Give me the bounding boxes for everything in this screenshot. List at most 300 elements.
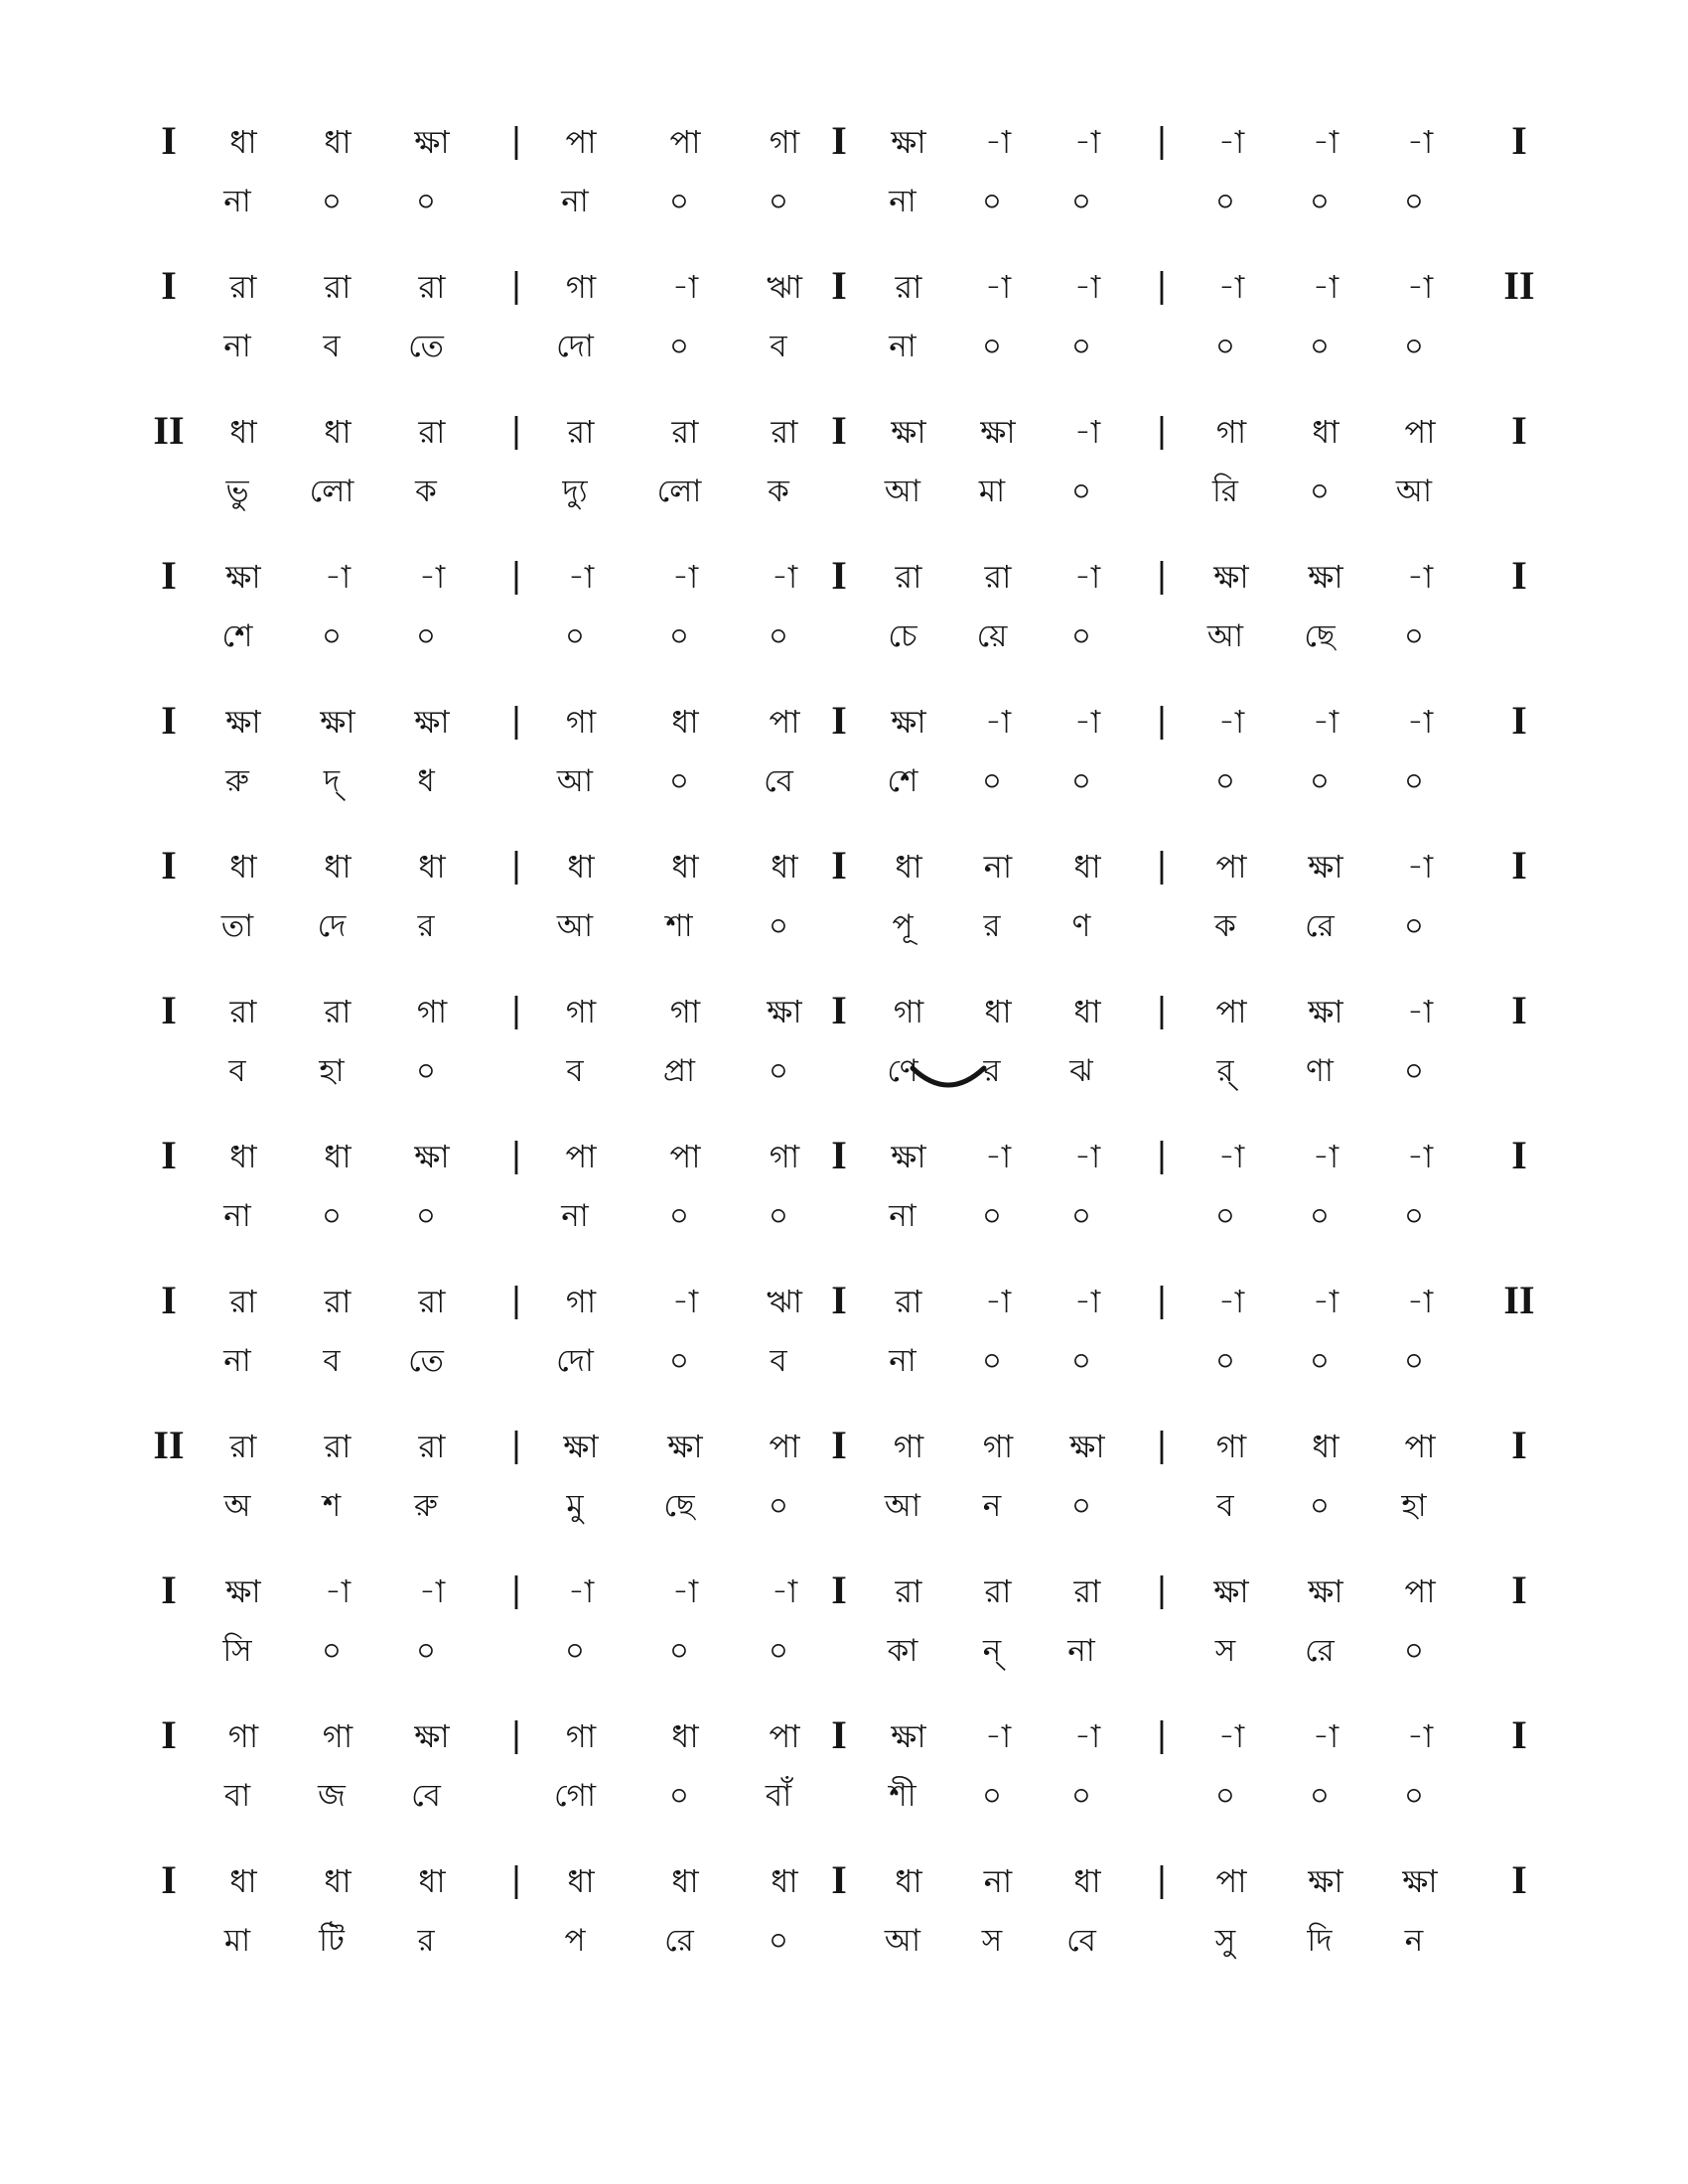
lyric-syllable: শা xyxy=(665,908,693,944)
beat-divider: | xyxy=(1156,411,1168,451)
lyric-syllable: প xyxy=(564,1923,586,1959)
lyric-syllable: ০ xyxy=(668,618,690,654)
bar-line: I xyxy=(831,843,847,887)
notation-system xyxy=(0,697,1688,826)
lyric-syllable: তে xyxy=(408,1343,444,1379)
swara-note: ক্ষা xyxy=(891,123,926,161)
lyric-syllable: র xyxy=(417,1923,435,1959)
lyric-syllable: ০ xyxy=(1403,1343,1425,1379)
lyric-syllable: দে xyxy=(317,908,347,944)
lyric-syllable: ০ xyxy=(768,1633,789,1669)
lyric-syllable: ০ xyxy=(981,1198,1003,1234)
lyric-syllable: বে xyxy=(1066,1923,1096,1959)
lyric-syllable: শী xyxy=(889,1778,916,1814)
swara-note: গা xyxy=(893,993,924,1030)
beat-divider: | xyxy=(510,1281,522,1320)
beat-divider: | xyxy=(510,266,522,306)
swara-note: ধা xyxy=(1312,1428,1339,1465)
swara-note: ক্ষা xyxy=(1402,1862,1438,1900)
lyric-syllable: ০ xyxy=(768,618,789,654)
notation-system xyxy=(0,1277,1688,1406)
swara-note: -া xyxy=(671,1283,699,1320)
lyric-syllable: ০ xyxy=(668,184,690,219)
swara-note: রা xyxy=(771,413,798,451)
lyric-row xyxy=(0,901,1688,951)
lyric-syllable: র xyxy=(983,1053,1001,1089)
swara-note: -া xyxy=(1312,123,1339,161)
swara-note: ক্ষা xyxy=(1213,1572,1249,1610)
lyric-syllable: লো xyxy=(309,474,354,509)
swara-note: -া xyxy=(1073,558,1101,596)
swara-note: -া xyxy=(671,558,699,596)
lyric-syllable: গো xyxy=(554,1778,596,1814)
swara-note: পা xyxy=(769,1428,800,1465)
beat-divider: | xyxy=(510,556,522,596)
swara-note: গা xyxy=(669,993,701,1030)
beat-divider: | xyxy=(510,1860,522,1900)
beat-divider: | xyxy=(510,846,522,886)
swara-note: -া xyxy=(1406,268,1434,306)
swara-note: রা xyxy=(418,1428,446,1465)
lyric-row xyxy=(0,1046,1688,1096)
bar-line: I xyxy=(831,1423,847,1467)
bar-line: I xyxy=(161,1712,177,1757)
bar-line: I xyxy=(831,988,847,1032)
swara-row xyxy=(0,1277,1688,1326)
lyric-syllable: ব xyxy=(770,1343,787,1379)
lyric-syllable: মা xyxy=(978,474,1006,509)
lyric-syllable: ০ xyxy=(1070,1343,1092,1379)
swara-note: গা xyxy=(982,1428,1014,1465)
lyric-syllable: ছে xyxy=(1304,618,1336,654)
lyric-syllable: হা xyxy=(319,1053,345,1089)
swara-note: -া xyxy=(418,558,446,596)
lyric-syllable: র xyxy=(417,908,435,944)
lyric-syllable: শ xyxy=(322,1488,342,1524)
lyric-syllable: দ্ xyxy=(323,763,341,799)
swara-note: ধা xyxy=(671,703,699,741)
lyric-syllable: ব xyxy=(228,1053,246,1089)
swara-note: পা xyxy=(565,1138,597,1175)
bar-line: II xyxy=(153,408,185,453)
lyric-syllable: ব xyxy=(323,329,341,364)
beat-divider: | xyxy=(1156,1715,1168,1755)
swara-note: -া xyxy=(984,268,1012,306)
swara-note: পা xyxy=(1404,1572,1436,1610)
lyric-syllable: না xyxy=(561,184,589,219)
bar-line: I xyxy=(831,1857,847,1902)
lyric-syllable: ০ xyxy=(981,763,1003,799)
beat-divider: | xyxy=(510,411,522,451)
bar-line: I xyxy=(831,1133,847,1177)
swara-note: রা xyxy=(567,413,595,451)
bar-line: I xyxy=(161,988,177,1032)
lyric-syllable: ০ xyxy=(415,618,437,654)
swara-row xyxy=(0,1132,1688,1181)
lyric-syllable: না xyxy=(889,1343,916,1379)
swara-note: ক্ষা xyxy=(1308,993,1343,1030)
lyric-syllable: প্রা xyxy=(662,1053,696,1089)
swara-note: রা xyxy=(984,558,1012,596)
beat-divider: | xyxy=(1156,1136,1168,1175)
swara-note: রা xyxy=(984,1572,1012,1610)
lyric-syllable: ক xyxy=(1214,908,1236,944)
swara-note: -া xyxy=(771,558,798,596)
lyric-syllable: ০ xyxy=(1070,1488,1092,1524)
swara-note: গা xyxy=(227,1717,259,1755)
swara-note: -া xyxy=(1312,1283,1339,1320)
lyric-syllable: ০ xyxy=(1214,1198,1236,1234)
lyric-syllable: চে xyxy=(888,618,917,654)
swara-note: -া xyxy=(984,1717,1012,1755)
swara-note: -া xyxy=(1073,268,1101,306)
swara-note: ধা xyxy=(895,848,922,886)
swara-note: গা xyxy=(565,993,597,1030)
swara-note: -া xyxy=(324,558,352,596)
beat-divider: | xyxy=(1156,1570,1168,1610)
lyric-syllable: দো xyxy=(556,1343,594,1379)
lyric-row xyxy=(0,612,1688,661)
swara-note: ধা xyxy=(324,413,352,451)
notation-system xyxy=(0,262,1688,391)
lyric-syllable: ণা xyxy=(1306,1053,1334,1089)
lyric-syllable: স xyxy=(1214,1633,1236,1669)
lyric-syllable: বে xyxy=(411,1778,441,1814)
lyric-syllable: ০ xyxy=(1403,1198,1425,1234)
lyric-syllable: ০ xyxy=(1403,1053,1425,1089)
slur-mark xyxy=(909,1062,988,1092)
lyric-syllable: ক xyxy=(415,474,437,509)
bar-line: I xyxy=(831,1278,847,1322)
swara-note: -া xyxy=(1217,703,1245,741)
lyric-row xyxy=(0,1916,1688,1966)
lyric-syllable: না xyxy=(889,184,916,219)
swara-note: -া xyxy=(984,1283,1012,1320)
swara-note: ধা xyxy=(1073,993,1101,1030)
lyric-syllable: অ xyxy=(223,1488,251,1524)
notation-system xyxy=(0,552,1688,681)
swara-note: ধা xyxy=(324,1862,352,1900)
swara-note: পা xyxy=(1215,993,1247,1030)
beat-divider: | xyxy=(510,701,522,741)
lyric-syllable: ০ xyxy=(668,763,690,799)
swara-note: ক্ষা xyxy=(414,703,450,741)
notation-system xyxy=(0,407,1688,536)
notation-system xyxy=(0,117,1688,246)
swara-note: পা xyxy=(669,1138,701,1175)
swara-note: -া xyxy=(1406,1283,1434,1320)
swara-note: ক্ষা xyxy=(1213,558,1249,596)
beat-divider: | xyxy=(1156,1860,1168,1900)
lyric-syllable: পূ xyxy=(892,908,914,944)
swara-note: -া xyxy=(418,1572,446,1610)
swara-note: ক্ষা xyxy=(1308,848,1343,886)
lyric-row xyxy=(0,1336,1688,1386)
bar-line: II xyxy=(1503,263,1535,308)
lyric-row xyxy=(0,756,1688,806)
swara-note: -া xyxy=(1406,1717,1434,1755)
bar-line: I xyxy=(161,553,177,598)
lyric-syllable: ০ xyxy=(1309,1778,1331,1814)
lyric-syllable: ০ xyxy=(321,1198,343,1234)
swara-note: -া xyxy=(1217,1717,1245,1755)
lyric-syllable: আ xyxy=(556,763,594,799)
lyric-syllable: ০ xyxy=(1403,763,1425,799)
lyric-syllable: র xyxy=(983,908,1001,944)
swara-note: -া xyxy=(1312,703,1339,741)
lyric-syllable: ব xyxy=(566,1053,584,1089)
swara-row xyxy=(0,842,1688,891)
swara-note: -া xyxy=(671,1572,699,1610)
lyric-syllable: ০ xyxy=(1070,763,1092,799)
swara-note: গা xyxy=(769,123,800,161)
lyric-row xyxy=(0,177,1688,226)
lyric-syllable: ০ xyxy=(1070,329,1092,364)
swara-note: গা xyxy=(416,993,448,1030)
lyric-syllable: ০ xyxy=(415,184,437,219)
swara-note: রা xyxy=(418,268,446,306)
bar-line: I xyxy=(831,1568,847,1612)
swara-note: ধা xyxy=(671,848,699,886)
swara-note: ঋা xyxy=(767,268,802,306)
swara-note: রা xyxy=(1073,1572,1101,1610)
swara-note: -া xyxy=(1217,1138,1245,1175)
lyric-syllable: না xyxy=(223,329,251,364)
lyric-syllable: ০ xyxy=(668,1198,690,1234)
swara-note: রা xyxy=(324,993,352,1030)
bar-line: II xyxy=(153,1423,185,1467)
swara-note: -া xyxy=(1073,123,1101,161)
swara-row xyxy=(0,1711,1688,1761)
lyric-syllable: ধ xyxy=(417,763,435,799)
bar-line: I xyxy=(1511,843,1527,887)
lyric-syllable: য়ে xyxy=(976,618,1008,654)
lyric-syllable: মু xyxy=(566,1488,584,1524)
lyric-syllable: আ xyxy=(884,474,921,509)
lyric-syllable: রে xyxy=(1305,908,1335,944)
notation-system xyxy=(0,1132,1688,1261)
lyric-syllable: আ xyxy=(1395,474,1433,509)
swara-note: ক্ষা xyxy=(891,1138,926,1175)
swara-note: ক্ষা xyxy=(1308,1862,1343,1900)
swara-note: রা xyxy=(418,413,446,451)
swara-note: পা xyxy=(1404,1428,1436,1465)
swara-note: -া xyxy=(1406,993,1434,1030)
swara-note: ধা xyxy=(1073,848,1101,886)
lyric-syllable: রে xyxy=(664,1923,694,1959)
swara-note: ধা xyxy=(229,1862,257,1900)
swara-note: রা xyxy=(324,1283,352,1320)
swara-note: -া xyxy=(1073,1138,1101,1175)
bar-line: I xyxy=(161,1568,177,1612)
beat-divider: | xyxy=(1156,266,1168,306)
swara-note: ক্ষা xyxy=(891,413,926,451)
lyric-syllable: ০ xyxy=(768,1053,789,1089)
swara-note: ধা xyxy=(229,123,257,161)
swara-note: গা xyxy=(565,703,597,741)
swara-note: পা xyxy=(669,123,701,161)
lyric-syllable: ০ xyxy=(1070,184,1092,219)
lyric-row xyxy=(0,1771,1688,1821)
bar-line: I xyxy=(1511,698,1527,743)
lyric-syllable: ০ xyxy=(668,1633,690,1669)
beat-divider: | xyxy=(1156,1281,1168,1320)
lyric-syllable: না xyxy=(223,1343,251,1379)
swara-note: ক্ষা xyxy=(1308,1572,1343,1610)
bar-line: I xyxy=(831,698,847,743)
swara-row xyxy=(0,1856,1688,1906)
swara-note: -া xyxy=(1073,703,1101,741)
swara-note: ক্ষা xyxy=(225,1572,261,1610)
lyric-syllable: রে xyxy=(1305,1633,1335,1669)
swara-note: ধা xyxy=(771,1862,798,1900)
swara-note: ধা xyxy=(567,848,595,886)
beat-divider: | xyxy=(510,991,522,1030)
lyric-syllable: না xyxy=(1067,1633,1095,1669)
beat-divider: | xyxy=(1156,556,1168,596)
bar-line: I xyxy=(831,118,847,163)
lyric-row xyxy=(0,1191,1688,1241)
lyric-syllable: ছে xyxy=(663,1488,695,1524)
swara-note: ধা xyxy=(671,1862,699,1900)
beat-divider: | xyxy=(1156,1426,1168,1465)
swara-note: না xyxy=(983,1862,1013,1900)
lyric-syllable: ০ xyxy=(1214,184,1236,219)
swara-note: ক্ষা xyxy=(891,1717,926,1755)
swara-note: -া xyxy=(1406,703,1434,741)
bar-line: I xyxy=(1511,553,1527,598)
swara-row xyxy=(0,407,1688,457)
bar-line: I xyxy=(1511,1423,1527,1467)
lyric-syllable: ন্ xyxy=(982,1633,1002,1669)
bar-line: I xyxy=(831,553,847,598)
lyric-syllable: ০ xyxy=(415,1053,437,1089)
bar-line: I xyxy=(161,1857,177,1902)
lyric-syllable: ০ xyxy=(668,1343,690,1379)
swara-note: না xyxy=(983,848,1013,886)
lyric-syllable: ০ xyxy=(981,329,1003,364)
swara-note: ক্ষা xyxy=(225,703,261,741)
swara-note: গা xyxy=(322,1717,353,1755)
swara-note: ধা xyxy=(984,993,1012,1030)
bar-line: I xyxy=(1511,988,1527,1032)
swara-note: রা xyxy=(895,1283,922,1320)
lyric-syllable: না xyxy=(223,184,251,219)
lyric-syllable: আ xyxy=(884,1923,921,1959)
swara-note: রা xyxy=(895,1572,922,1610)
swara-row xyxy=(0,1567,1688,1616)
swara-note: -া xyxy=(1312,1138,1339,1175)
lyric-syllable: না xyxy=(889,1198,916,1234)
beat-divider: | xyxy=(510,1715,522,1755)
swara-note: গা xyxy=(565,1283,597,1320)
swara-note: -া xyxy=(1406,123,1434,161)
swara-note: -া xyxy=(1217,1283,1245,1320)
lyric-syllable: দো xyxy=(556,329,594,364)
lyric-syllable: ০ xyxy=(668,1778,690,1814)
swara-note: গা xyxy=(1215,413,1247,451)
lyric-syllable: ০ xyxy=(768,184,789,219)
lyric-syllable: ০ xyxy=(1214,329,1236,364)
swara-note: রা xyxy=(324,1428,352,1465)
bar-line: II xyxy=(1503,1278,1535,1322)
swara-note: ক্ষা xyxy=(1069,1428,1105,1465)
swara-note: গা xyxy=(565,268,597,306)
swara-note: রা xyxy=(229,268,257,306)
lyric-syllable: বা xyxy=(223,1778,251,1814)
swara-note: -া xyxy=(984,1138,1012,1175)
bar-line: I xyxy=(1511,408,1527,453)
swara-note: রা xyxy=(895,558,922,596)
swara-note: -া xyxy=(1312,1717,1339,1755)
bar-line: I xyxy=(161,263,177,308)
swara-note: ধা xyxy=(418,1862,446,1900)
swara-note: ধা xyxy=(418,848,446,886)
bar-line: I xyxy=(1511,1857,1527,1902)
lyric-syllable: শে xyxy=(887,763,918,799)
swara-row xyxy=(0,987,1688,1036)
notation-system xyxy=(0,842,1688,971)
swara-note: -া xyxy=(671,268,699,306)
swara-row xyxy=(0,262,1688,312)
bar-line: I xyxy=(161,698,177,743)
swara-note: ক্ষা xyxy=(667,1428,703,1465)
lyric-syllable: ণ xyxy=(1071,908,1091,944)
swara-note: রা xyxy=(418,1283,446,1320)
notation-system xyxy=(0,987,1688,1116)
swara-note: রা xyxy=(229,993,257,1030)
beat-divider: | xyxy=(1156,846,1168,886)
swara-note: গা xyxy=(893,1428,924,1465)
lyric-syllable: ০ xyxy=(768,1488,789,1524)
lyric-row xyxy=(0,467,1688,516)
lyric-syllable: ০ xyxy=(981,1778,1003,1814)
swara-note: -া xyxy=(984,703,1012,741)
swara-note: -া xyxy=(984,123,1012,161)
beat-divider: | xyxy=(1156,121,1168,161)
swara-note: -া xyxy=(1073,413,1101,451)
swara-note: -া xyxy=(1217,268,1245,306)
swara-note: গা xyxy=(1215,1428,1247,1465)
lyric-syllable: ০ xyxy=(1214,1778,1236,1814)
swara-note: -া xyxy=(1406,558,1434,596)
lyric-syllable: মা xyxy=(223,1923,251,1959)
swara-note: ঋা xyxy=(767,1283,802,1320)
lyric-syllable: শে xyxy=(221,618,253,654)
swara-note: ধা xyxy=(671,1717,699,1755)
lyric-syllable: ০ xyxy=(768,1198,789,1234)
lyric-syllable: ব xyxy=(323,1343,341,1379)
swara-note: ধা xyxy=(771,848,798,886)
lyric-syllable: ০ xyxy=(564,618,586,654)
lyric-syllable: ০ xyxy=(1403,618,1425,654)
lyric-syllable: আ xyxy=(556,908,594,944)
lyric-row xyxy=(0,1481,1688,1531)
lyric-syllable: জ xyxy=(318,1778,346,1814)
swara-note: পা xyxy=(1404,413,1436,451)
swara-note: ধা xyxy=(324,848,352,886)
lyric-syllable: ০ xyxy=(321,1633,343,1669)
lyric-syllable: ০ xyxy=(1309,1488,1331,1524)
lyric-syllable: না xyxy=(223,1198,251,1234)
lyric-syllable: ০ xyxy=(415,1198,437,1234)
lyric-syllable: টি xyxy=(319,1923,345,1959)
bar-line: I xyxy=(161,1278,177,1322)
swara-note: রা xyxy=(671,413,699,451)
swara-note: -া xyxy=(1406,848,1434,886)
swara-note: পা xyxy=(1215,848,1247,886)
swara-note: -া xyxy=(1217,123,1245,161)
